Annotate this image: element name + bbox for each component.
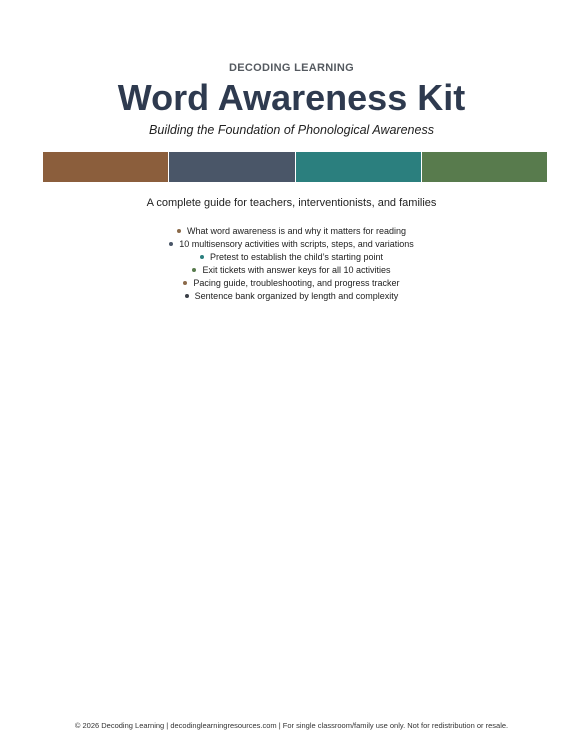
brand-name: DECODING LEARNING — [229, 62, 354, 74]
feature-text: Pacing guide, troubleshooting, and progress tracker — [193, 278, 400, 288]
feature-text: Exit tickets with answer keys for all 10 activities — [202, 265, 391, 275]
color-band-segment — [422, 152, 547, 182]
list-item — [0, 290, 583, 303]
feature-text: What word awareness is and why it matters for reading — [186, 226, 407, 236]
feature-text: Sentence bank organized by length and complexity — [194, 291, 399, 301]
bullet-icon — [169, 242, 173, 246]
color-band-segment — [169, 152, 295, 182]
list-item — [0, 277, 583, 290]
bullet-icon — [183, 281, 187, 285]
intro-text: A complete guide for teachers, interventionists, and families — [146, 197, 437, 209]
page-subtitle: Building the Foundation of Phonological Awareness — [149, 123, 434, 137]
feature-list — [0, 225, 583, 303]
feature-text: Pretest to establish the child’s starting point — [210, 252, 383, 262]
list-item — [0, 264, 583, 277]
page-title: Word Awareness Kit — [117, 77, 466, 118]
list-item — [0, 238, 583, 251]
color-band — [43, 152, 547, 182]
list-item — [0, 251, 583, 264]
feature-text: 10 multisensory activities with scripts, steps, and variations — [179, 239, 414, 249]
color-band-segment — [296, 152, 422, 182]
footer-copyright: © 2026 Decoding Learning | decodinglearningresources.com | For single classroom/family use only. Not for redistribution or resale. — [74, 721, 509, 730]
bullet-icon — [200, 255, 204, 259]
bullet-icon — [192, 268, 196, 272]
color-band-segment — [43, 152, 169, 182]
bullet-icon — [185, 294, 189, 298]
list-item — [0, 225, 583, 238]
bullet-icon — [177, 229, 181, 233]
